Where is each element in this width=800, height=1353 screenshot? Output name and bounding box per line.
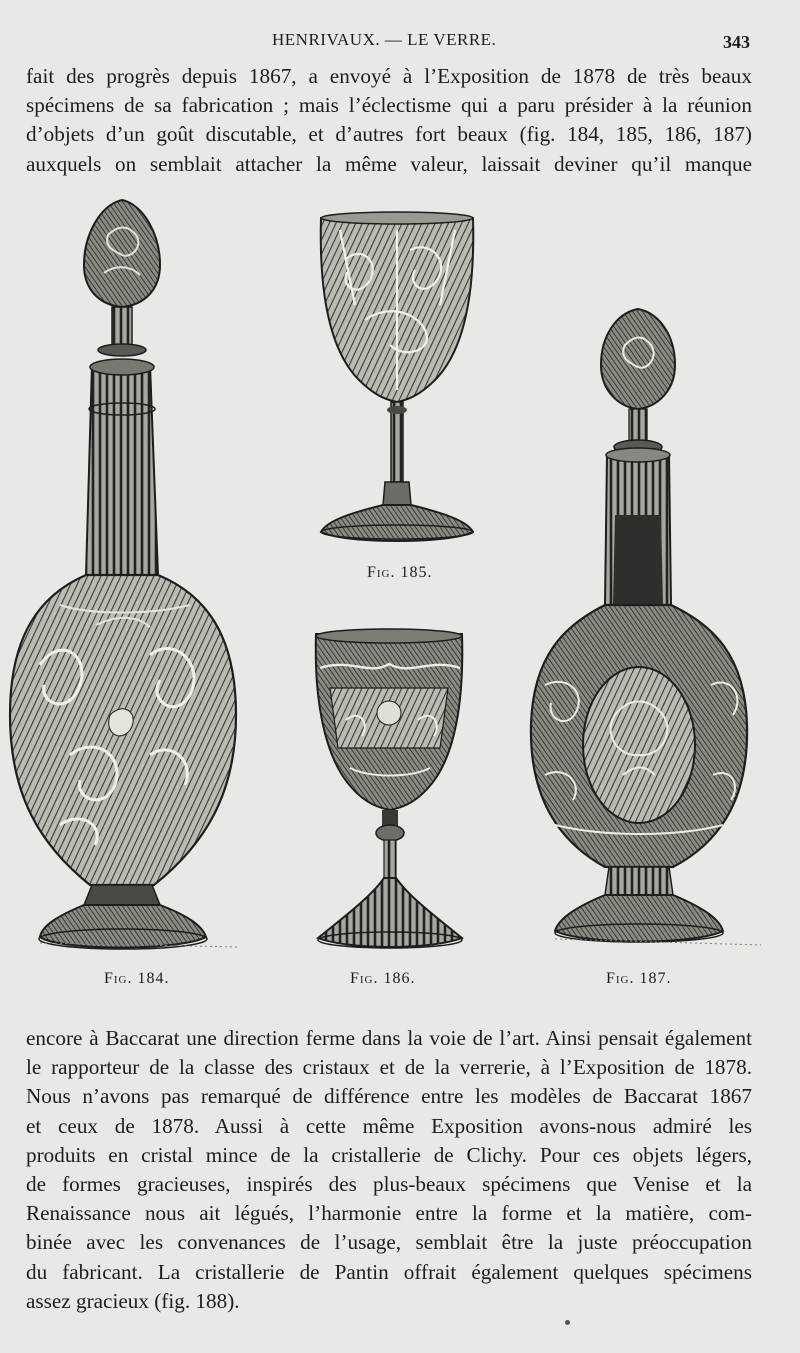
text-line: fait des progrès depuis 1867, a envoyé à l’Exposition de 1878 de très beaux bbox=[26, 64, 752, 88]
figure-185 bbox=[315, 210, 480, 555]
figure-186 bbox=[310, 628, 470, 963]
text-line: le rapporteur de la classe des cristaux et de la verrerie, à l’Exposition de 1878. bbox=[26, 1055, 752, 1080]
figure-185-caption: Fig. 185. bbox=[367, 564, 433, 581]
text-line: du fabricant. La cristallerie de Pantin offrait également quelques spécimens bbox=[26, 1259, 752, 1284]
figure-184-caption: Fig. 184. bbox=[104, 970, 170, 987]
text-line: produits en cristal mince de la cristallerie de Clichy. Pour ces objets légers, bbox=[26, 1142, 752, 1167]
page-number: 343 bbox=[723, 32, 750, 52]
decanter-184-engraving bbox=[0, 195, 260, 965]
top-paragraph bbox=[26, 62, 752, 179]
text-line: auxquels on semblait attacher la même valeur, laissait deviner qu’il manque bbox=[26, 151, 752, 176]
ink-speck bbox=[565, 1320, 570, 1325]
figure-187 bbox=[525, 305, 765, 960]
text-line: assez gracieux (fig. 188). bbox=[26, 1288, 240, 1313]
text-line: de formes gracieuses, inspirés des plus-beaux spécimens que Venise et la bbox=[26, 1172, 752, 1197]
text-line: d’objets d’un goût discutable, et d’autres fort beaux (fig. 184, 185, 186, 187) bbox=[26, 122, 752, 147]
text-line: Nous n’avons pas remarqué de différence entre les modèles de Baccarat 1867 bbox=[26, 1084, 752, 1109]
figure-186-caption: Fig. 186. bbox=[350, 970, 416, 987]
running-title: HENRIVAUX. — LE VERRE. bbox=[272, 30, 497, 49]
figure-187-caption: Fig. 187. bbox=[606, 970, 672, 987]
text-line: binée avec les convenances de l’usage, semblait être la juste préoccupation bbox=[26, 1230, 752, 1255]
bottom-paragraph bbox=[26, 1024, 752, 1316]
goblet-185-engraving bbox=[315, 210, 480, 555]
text-line: encore à Baccarat une direction ferme dans la voie de l’art. Ainsi pensait également bbox=[26, 1026, 752, 1050]
text-line: spécimens de sa fabrication ; mais l’éclectisme qui a paru présider à la réunion bbox=[26, 93, 752, 118]
goblet-186-engraving bbox=[310, 628, 470, 963]
text-line: Renaissance nous ait légués, l’harmonie entre la forme et la matière, com- bbox=[26, 1201, 752, 1226]
running-head bbox=[0, 30, 800, 54]
decanter-187-engraving bbox=[525, 305, 765, 960]
text-line: et ceux de 1878. Aussi à cette même Exposition avons-nous admiré les bbox=[26, 1113, 752, 1138]
figure-184 bbox=[0, 195, 260, 965]
